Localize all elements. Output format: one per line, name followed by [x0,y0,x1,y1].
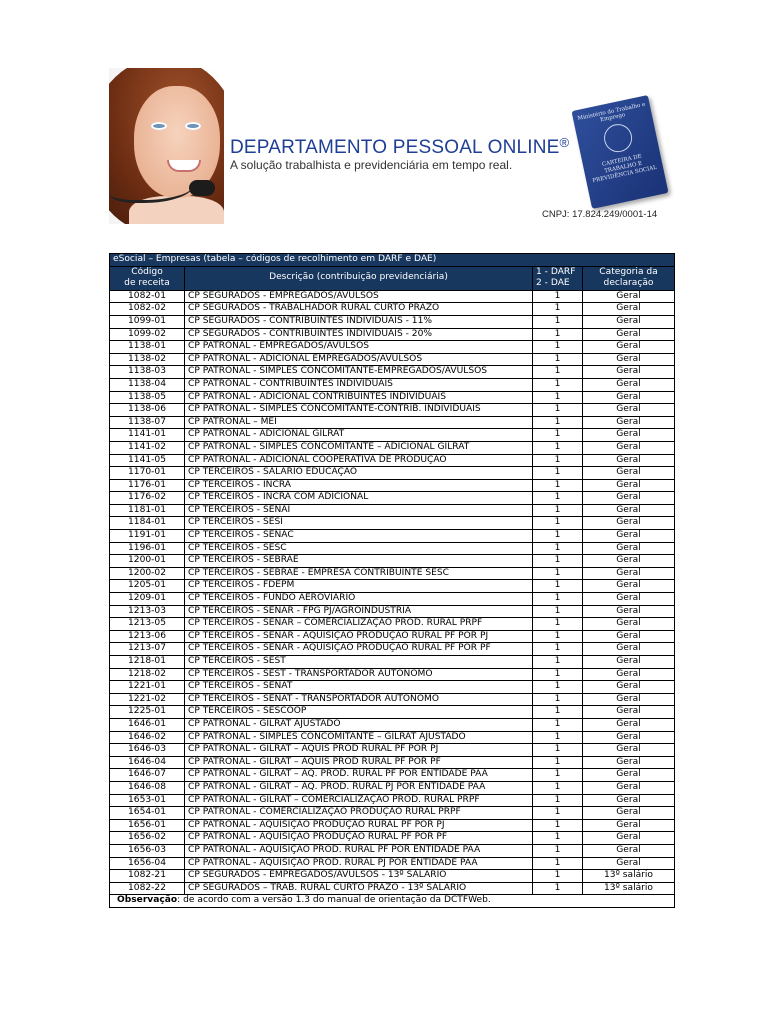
cell-codigo: 1646-08 [110,781,185,794]
cell-descricao: CP TERCEIROS - SESI [185,517,533,530]
cell-descricao: CP TERCEIROS - SENAR - AQUISIÇÃO PRODUÇÃO RURAL PF POR PJ [185,630,533,643]
cell-categoria: 13º salário [583,882,675,895]
table-header-row [110,266,675,290]
cell-darf-dae: 1 [533,807,583,820]
cell-codigo: 1141-02 [110,441,185,454]
cell-codigo: 1200-02 [110,567,185,580]
cell-darf-dae: 1 [533,857,583,870]
cell-descricao: CP TERCEIROS - SENAR - AQUISIÇÃO PRODUÇÃO RURAL PF POR PF [185,643,533,656]
cell-darf-dae: 1 [533,353,583,366]
cell-descricao: CP SEGURADOS - TRABALHADOR RURAL CURTO PRAZO [185,303,533,316]
cell-codigo: 1646-01 [110,718,185,731]
cell-categoria: Geral [583,756,675,769]
cell-descricao: CP TERCEIROS - INCRA [185,479,533,492]
table-row [110,341,675,354]
table-row [110,794,675,807]
cell-darf-dae: 1 [533,844,583,857]
table-row [110,467,675,480]
table-row [110,542,675,555]
cell-descricao: CP PATRONAL - ADICIONAL CONTRIBUINTES INDIVIDUAIS [185,391,533,404]
cell-descricao: CP PATRONAL - SIMPLES CONCOMITANTE – GILRAT AJUSTADO [185,731,533,744]
table-row [110,656,675,669]
cell-codigo: 1200-01 [110,555,185,568]
table-row [110,819,675,832]
brand-title: DEPARTAMENTO PESSOAL ONLINE® [230,135,570,158]
cell-darf-dae: 1 [533,630,583,643]
cell-descricao: CP PATRONAL - AQUISIÇÃO PROD. RURAL PF POR ENTIDADE PAA [185,844,533,857]
cell-codigo: 1099-01 [110,315,185,328]
cell-descricao: CP TERCEIROS - SESCOOP [185,706,533,719]
cell-darf-dae: 1 [533,643,583,656]
cell-categoria: Geral [583,416,675,429]
table-row [110,567,675,580]
cell-categoria: Geral [583,643,675,656]
cell-descricao: CP TERCEIROS - SENAC [185,530,533,543]
cell-darf-dae: 1 [533,870,583,883]
table-row [110,441,675,454]
cell-codigo: 1646-07 [110,769,185,782]
header-banner [109,68,674,226]
cell-categoria: Geral [583,290,675,303]
cell-descricao: CP TERCEIROS - SALÁRIO EDUCAÇÃO [185,467,533,480]
cell-descricao: CP PATRONAL - EMPREGADOS/AVULSOS [185,341,533,354]
cell-codigo: 1191-01 [110,530,185,543]
operator-photo [109,68,224,224]
cell-codigo: 1646-04 [110,756,185,769]
cell-darf-dae: 1 [533,441,583,454]
cell-descricao: CP PATRONAL - AQUISIÇÃO PRODUÇÃO RURAL PF POR PJ [185,819,533,832]
cell-codigo: 1653-01 [110,794,185,807]
table-row [110,290,675,303]
cell-descricao: CP TERCEIROS - SEST - TRANSPORTADOR AUTONÔMO [185,668,533,681]
cell-descricao: CP SEGURADOS - CONTRIBUINTES INDIVIDUAIS - 20% [185,328,533,341]
cell-descricao: CP TERCEIROS - SENAT [185,681,533,694]
cell-categoria: Geral [583,668,675,681]
cell-categoria: Geral [583,492,675,505]
cell-darf-dae: 1 [533,492,583,505]
table-row [110,844,675,857]
cell-darf-dae: 1 [533,567,583,580]
cell-codigo: 1218-02 [110,668,185,681]
cell-codigo: 1213-05 [110,618,185,631]
cell-categoria: Geral [583,605,675,618]
cell-codigo: 1218-01 [110,656,185,669]
table-row [110,504,675,517]
cell-descricao: CP PATRONAL - SIMPLES CONCOMITANTE-EMPREGADOS/AVULSOS [185,366,533,379]
cell-codigo: 1205-01 [110,580,185,593]
cell-descricao: CP PATRONAL - CONTRIBUINTES INDIVIDUAIS [185,378,533,391]
cell-darf-dae: 1 [533,794,583,807]
table-row [110,668,675,681]
table-row [110,593,675,606]
cell-categoria: Geral [583,441,675,454]
cell-darf-dae: 1 [533,819,583,832]
table-row [110,832,675,845]
header-darf-dae: 1 - DARF 2 - DAE [533,266,583,290]
cell-codigo: 1213-03 [110,605,185,618]
cell-descricao: CP PATRONAL - GILRAT – AQ. PROD. RURAL PJ POR ENTIDADE PAA [185,781,533,794]
cell-categoria: Geral [583,467,675,480]
table-note: Observação: de acordo com a versão 1.3 do manual de orientação da DCTFWeb. [110,895,675,908]
table-row [110,756,675,769]
table-row [110,328,675,341]
cell-codigo: 1138-02 [110,353,185,366]
cell-categoria: Geral [583,794,675,807]
cell-codigo: 1176-02 [110,492,185,505]
table-row [110,580,675,593]
cell-codigo: 1213-06 [110,630,185,643]
cell-categoria: Geral [583,404,675,417]
cell-descricao: CP TERCEIROS - SENAI [185,504,533,517]
cell-codigo: 1646-02 [110,731,185,744]
cell-codigo: 1138-04 [110,378,185,391]
cell-descricao: CP PATRONAL - ADICIONAL EMPREGADOS/AVULSOS [185,353,533,366]
cell-categoria: Geral [583,681,675,694]
cell-darf-dae: 1 [533,882,583,895]
cell-descricao: CP PATRONAL - AQUISIÇÃO PRODUÇÃO RURAL PF POR PF [185,832,533,845]
table-row [110,555,675,568]
cell-descricao: CP SEGURADOS – TRAB. RURAL CURTO PRAZO - 13º SALÁRIO [185,882,533,895]
cell-descricao: CP PATRONAL - SIMPLES CONCOMITANTE-CONTRIB. INDIVIDUAIS [185,404,533,417]
cell-categoria: Geral [583,593,675,606]
cell-darf-dae: 1 [533,832,583,845]
cell-darf-dae: 1 [533,656,583,669]
cell-darf-dae: 1 [533,504,583,517]
cell-categoria: 13º salário [583,870,675,883]
cell-codigo: 1141-01 [110,429,185,442]
table-row [110,517,675,530]
cell-categoria: Geral [583,454,675,467]
coat-of-arms-icon [601,121,634,154]
cell-codigo: 1082-22 [110,882,185,895]
cell-darf-dae: 1 [533,555,583,568]
table-row [110,366,675,379]
cell-darf-dae: 1 [533,429,583,442]
cell-darf-dae: 1 [533,756,583,769]
cell-codigo: 1196-01 [110,542,185,555]
cell-darf-dae: 1 [533,328,583,341]
cell-descricao: CP PATRONAL – MEI [185,416,533,429]
cell-darf-dae: 1 [533,681,583,694]
table-row [110,605,675,618]
cell-descricao: CP PATRONAL - COMERCIALIZAÇÃO PRODUÇÃO RURAL PRPF [185,807,533,820]
cell-darf-dae: 1 [533,744,583,757]
cell-descricao: CP TERCEIROS - SEBRAE - EMPRESA CONTRIBUINTE SESC [185,567,533,580]
table-row [110,718,675,731]
cell-categoria: Geral [583,555,675,568]
cell-categoria: Geral [583,693,675,706]
cnpj-label: CNPJ: 17.824.249/0001-14 [542,209,658,220]
cell-codigo: 1213-07 [110,643,185,656]
cell-codigo: 1221-02 [110,693,185,706]
cell-codigo: 1221-01 [110,681,185,694]
cell-codigo: 1141-05 [110,454,185,467]
cell-darf-dae: 1 [533,290,583,303]
cell-darf-dae: 1 [533,416,583,429]
cell-categoria: Geral [583,857,675,870]
cell-categoria: Geral [583,819,675,832]
cell-categoria: Geral [583,391,675,404]
cell-descricao: CP SEGURADOS - EMPREGADOS/AVULSOS - 13º SALÁRIO [185,870,533,883]
cell-categoria: Geral [583,781,675,794]
cell-categoria: Geral [583,618,675,631]
table-row [110,681,675,694]
cell-codigo: 1099-02 [110,328,185,341]
header-categoria: Categoria da declaração [583,266,675,290]
cell-darf-dae: 1 [533,618,583,631]
table-row [110,404,675,417]
table-row [110,630,675,643]
cell-codigo: 1170-01 [110,467,185,480]
cell-codigo: 1656-04 [110,857,185,870]
cell-darf-dae: 1 [533,580,583,593]
cell-codigo: 1654-01 [110,807,185,820]
cell-darf-dae: 1 [533,781,583,794]
cell-darf-dae: 1 [533,303,583,316]
cell-darf-dae: 1 [533,706,583,719]
cell-descricao: CP TERCEIROS - SEBRAE [185,555,533,568]
cell-categoria: Geral [583,769,675,782]
cell-codigo: 1082-21 [110,870,185,883]
cell-darf-dae: 1 [533,378,583,391]
cell-categoria: Geral [583,378,675,391]
cell-descricao: CP TERCEIROS - FDEPM [185,580,533,593]
cell-categoria: Geral [583,429,675,442]
cell-categoria: Geral [583,341,675,354]
cell-descricao: CP PATRONAL - ADICIONAL COOPERATIVA DE PRODUÇÃO [185,454,533,467]
table-row [110,882,675,895]
cell-darf-dae: 1 [533,341,583,354]
table-caption: eSocial – Empresas (tabela – códigos de recolhimento em DARF e DAE) [110,254,675,267]
cell-darf-dae: 1 [533,467,583,480]
cell-descricao: CP PATRONAL - GILRAT – AQUIS PROD RURAL PF POR PJ [185,744,533,757]
header-descricao: Descrição (contribuição previdenciária) [185,266,533,290]
cell-categoria: Geral [583,567,675,580]
cell-darf-dae: 1 [533,593,583,606]
table-row [110,378,675,391]
cell-darf-dae: 1 [533,404,583,417]
cell-categoria: Geral [583,630,675,643]
table-row [110,303,675,316]
table-row [110,731,675,744]
cell-descricao: CP TERCEIROS - FUNDO AEROVIÁRIO [185,593,533,606]
cell-codigo: 1138-07 [110,416,185,429]
cell-darf-dae: 1 [533,718,583,731]
table-row [110,479,675,492]
table-row [110,744,675,757]
cell-descricao: CP TERCEIROS - INCRA COM ADICIONAL [185,492,533,505]
cell-codigo: 1184-01 [110,517,185,530]
cell-categoria: Geral [583,807,675,820]
cell-descricao: CP TERCEIROS - SENAR - FPG PJ/AGROINDÚSTRIA [185,605,533,618]
table-row [110,870,675,883]
cell-categoria: Geral [583,504,675,517]
tax-codes-table [109,253,675,908]
table-row [110,643,675,656]
cell-codigo: 1225-01 [110,706,185,719]
cell-darf-dae: 1 [533,454,583,467]
cell-codigo: 1138-01 [110,341,185,354]
cell-darf-dae: 1 [533,693,583,706]
cell-categoria: Geral [583,353,675,366]
cell-descricao: CP PATRONAL - GILRAT – AQ. PROD. RURAL PF POR ENTIDADE PAA [185,769,533,782]
cell-categoria: Geral [583,479,675,492]
cell-codigo: 1138-06 [110,404,185,417]
cell-codigo: 1082-02 [110,303,185,316]
cell-categoria: Geral [583,315,675,328]
cell-descricao: CP PATRONAL - AQUISIÇÃO PROD. RURAL PJ POR ENTIDADE PAA [185,857,533,870]
cell-categoria: Geral [583,303,675,316]
cell-codigo: 1209-01 [110,593,185,606]
cell-categoria: Geral [583,844,675,857]
cell-descricao: CP PATRONAL - SIMPLES CONCOMITANTE – ADICIONAL GILRAT [185,441,533,454]
cell-descricao: CP PATRONAL - GILRAT – COMERCIALIZAÇÃO PROD. RURAL PRPF [185,794,533,807]
cell-categoria: Geral [583,517,675,530]
cell-descricao: CP PATRONAL - GILRAT AJUSTADO [185,718,533,731]
cell-categoria: Geral [583,366,675,379]
table-row [110,492,675,505]
cell-codigo: 1138-03 [110,366,185,379]
cell-darf-dae: 1 [533,530,583,543]
cell-categoria: Geral [583,580,675,593]
cell-darf-dae: 1 [533,315,583,328]
cell-categoria: Geral [583,718,675,731]
cell-descricao: CP PATRONAL - ADICIONAL GILRAT [185,429,533,442]
cell-descricao: CP TERCEIROS - SENAT - TRANSPORTADOR AUTONÔMO [185,693,533,706]
cell-categoria: Geral [583,706,675,719]
table-row [110,429,675,442]
cell-codigo: 1138-05 [110,391,185,404]
cell-descricao: CP PATRONAL - GILRAT – AQUIS PROD RURAL PF POR PF [185,756,533,769]
brand-subtitle: A solução trabalhista e previdenciária em tempo real. [230,158,513,172]
cell-categoria: Geral [583,328,675,341]
table-row [110,769,675,782]
table-row [110,781,675,794]
cell-descricao: CP SEGURADOS - EMPREGADOS/AVULSOS [185,290,533,303]
table-row [110,353,675,366]
cell-darf-dae: 1 [533,542,583,555]
table-row [110,618,675,631]
table-row [110,807,675,820]
cell-descricao: CP SEGURADOS - CONTRIBUINTES INDIVIDUAIS - 11% [185,315,533,328]
table-row [110,416,675,429]
cell-codigo: 1656-01 [110,819,185,832]
cell-descricao: CP TERCEIROS - SENAR – COMERCIALIZAÇÃO PROD. RURAL PRPF [185,618,533,631]
cell-categoria: Geral [583,731,675,744]
cell-codigo: 1181-01 [110,504,185,517]
table-row [110,693,675,706]
cell-darf-dae: 1 [533,668,583,681]
header-codigo: Código de receita [110,266,185,290]
cell-categoria: Geral [583,542,675,555]
cell-categoria: Geral [583,656,675,669]
cell-codigo: 1082-01 [110,290,185,303]
cell-descricao: CP TERCEIROS - SEST [185,656,533,669]
cell-categoria: Geral [583,530,675,543]
cell-codigo: 1646-03 [110,744,185,757]
cell-darf-dae: 1 [533,769,583,782]
cell-darf-dae: 1 [533,517,583,530]
cell-darf-dae: 1 [533,479,583,492]
cell-categoria: Geral [583,744,675,757]
table-row [110,391,675,404]
table-row [110,706,675,719]
table-row [110,530,675,543]
cell-descricao: CP TERCEIROS - SESC [185,542,533,555]
cell-darf-dae: 1 [533,391,583,404]
cell-codigo: 1656-03 [110,844,185,857]
table-row [110,315,675,328]
cell-darf-dae: 1 [533,731,583,744]
table-row [110,454,675,467]
cell-darf-dae: 1 [533,366,583,379]
cell-categoria: Geral [583,832,675,845]
work-booklet-image: Ministério do Trabalho e Emprego CARTEIRA DE TRABALHO E PREVIDÊNCIA SOCIAL [571,95,668,209]
table-row [110,857,675,870]
cell-codigo: 1656-02 [110,832,185,845]
cell-codigo: 1176-01 [110,479,185,492]
cell-darf-dae: 1 [533,605,583,618]
